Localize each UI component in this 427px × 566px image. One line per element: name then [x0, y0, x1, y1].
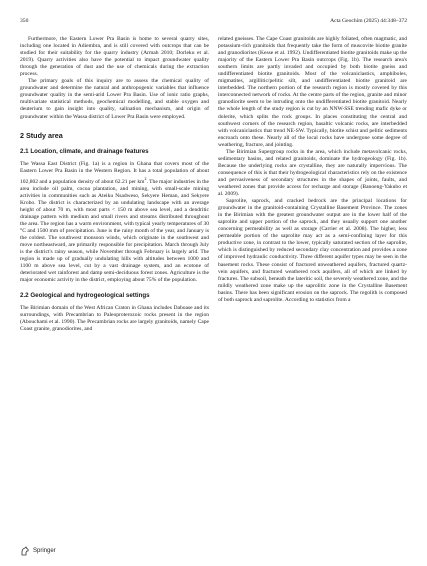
geology-paragraph: The Birimian domain of the West African Craton in Ghana includes Daboase and its surroundings, with Precambrian to Paleoproterozoic rocks present in the region (Abouchami et al. 1990). The Precambrian rocks are largely granitoids, namely Cape Coast granite, granodiorites, and — [20, 305, 209, 333]
right-column — [218, 36, 407, 304]
location-text-b: . The major industries in the area include oil palm, cocoa plantation, and mining, with small-scale mining activities in communities such as Ateiku Nsadweso, Sekyere Heman, and Sekyere Krobo. The district is characterized by an undulating landscape with an average height of about 70 m, with most parts < 150 m above sea level, and a dendritic drainage pattern with medium and small rivers and streams distributed throughout the area. The region has a warm environment, with typical yearly temperatures of 30 °C and 1500 mm of precipitation. June is the rainy month of the year, and January is the coldest. The southwest monsoon winds, which originate in the southwest and move northeastward, are primarily responsible for precipitation. March through July is the district's rainy season, while November through February is largely arid. The region is made up of gradually undulating hills with altitudes between 1000 and 1100 m above sea level, cut by a vast drainage system, and an ecotone of deteriorated wet rainforest and damp semi-deciduous forest zones. Agriculture is the major economic activity in the district, employing about 75% of the population. — [20, 178, 209, 284]
page-footer — [20, 545, 56, 557]
left-column — [20, 36, 209, 333]
journal-citation: Acta Geochim (2025) 44:348–372 — [330, 18, 407, 24]
intro-paragraph-1: Furthermore, the Eastern Lower Pra Basin is home to several quarry sites, including one located in Adiembra, and is still covered with outcrops that can be studied for their suitability for the quarry industry (Armah 2010; Dorleku et al. 2019). Quarry activities also have the potential to impact groundwater quality through the generation of dust and the use of chemicals during the extraction process. — [20, 36, 209, 78]
location-paragraph — [20, 161, 209, 285]
aquifer-paragraph: Saprolite, saprock, and cracked bedrock are the principal locations for groundwater in the granitoid-containing Crystalline Basement Province. The zones in the Birimian with the greatest groundwater output are in the lower half of the saprolite and upper portion of the saprock, and they usually support one another concerning permeability as well as storage (Carrier et al. 2008). The higher, less permeable portion of the saprolite may act as a semi-confining layer for this productive zone, in contrast to the lower, typically saturated section of the saprolite, which is distinguished by reduced secondary clay concentration and provides a zone of improved hydraulic conductivity. Three different aquifer types may be seen in the basement rocks. These consist of fractured unweathered aquifers, fractured quartz-vein aquifers, and fractured weathered rock aquifers, all of which are linked by fractures. The subsoil, beneath the lateritic soil, the severely weathered zone, and the mildly weathered zone make up the saprolitic zone in the Crystalline Basement basins. There has been significant erosion on the saprock. The regolith is composed of both saprock and saprolite. According to statistics from a — [218, 198, 407, 303]
publisher-name: Springer — [33, 548, 56, 554]
geology-continued-paragraph: related gneisses. The Cape Coast granitoids are highly foliated, often magmatic, and potassium-rich granitoids that frequently take the form of muscovite biotite granite and granodiorites (Kesse et al. 1992). Undifferentiated biotite granitoids make up the majority of the Eastern Lower Pra Basin outcrops (Fig. 1b). The research area's southern limits are partly invaded and occupied by both biotite gneiss and undifferentiated biotite granitoids. Most of the volcaniclastics, amphiboles, migmatites, argillitic/pelitic silt, and undifferentiated biotite granitoid are interbedded. The northern portion of the research region is mostly covered by this interconnected network of rocks. At the centre parts of the region, granite and minor granodiorite seem to be intruding onto the undifferentiated biotite granitoid. Nearly the whole length of the study region is cut by an NNW-SSE trending mafic dyke or dolerite, which splits the rock groups. In places constituting the central and southwest corners of the research region, basaltic volcanic rocks, are interbedded with volcaniclastics that trend NE-SW. Typically, biotite schist and pelitic sediments encroach onto these. Nearly all of the local rocks have undergone some degree of weathering, fracture, and jointing. — [218, 36, 407, 148]
section-title-study-area: 2 Study area — [20, 130, 63, 140]
superscript-2: 2 — [144, 175, 147, 181]
subsection-title-geology: 2.2 Geological and hydrogeological settings — [20, 292, 150, 300]
hydrogeology-paragraph: The Birimian Supergroup rocks in the area, which include metavolcanic rocks, sedimentary basins, and related granitoids, dominate the hydrogeology (Fig. 1b). Because the underlying rocks are crystalline, they are naturally impervious. The consequence of this is that their hydrogeological characteristics rely on the existence and pervasiveness of secondary structures in the shapes of joints, faults, and weathered zones that provide access for recharge and storage (Banoeng-Yakubo et al. 2009). — [218, 148, 407, 198]
intro-paragraph-2: The primary goals of this inquiry are to assess the chemical quality of groundwater and determine the natural and anthropogenic variables that influence groundwater quality in the semi-arid Lower Pra Basin. Use of ionic ratio graphs, multivariate statistical methods, geochemical modelling, and stable oxygen and deuterium to gain insight into quality, salination mechanism, and origin of groundwater within the Wassa district of Lower Pra Basin were employed. — [20, 78, 209, 120]
location-text-a: The Wassa East District (Fig. 1a) is a region in Ghana that covers most of the Eastern Lower Pra Basin in the Western Region. It has a total population of about 102,802 and a population density of about 62.21 per km — [20, 160, 209, 185]
page-header — [20, 16, 407, 26]
page-number: 350 — [20, 18, 29, 24]
subsection-title-location: 2.1 Location, climate, and drainage features — [20, 147, 149, 155]
springer-horse-icon — [20, 546, 30, 556]
